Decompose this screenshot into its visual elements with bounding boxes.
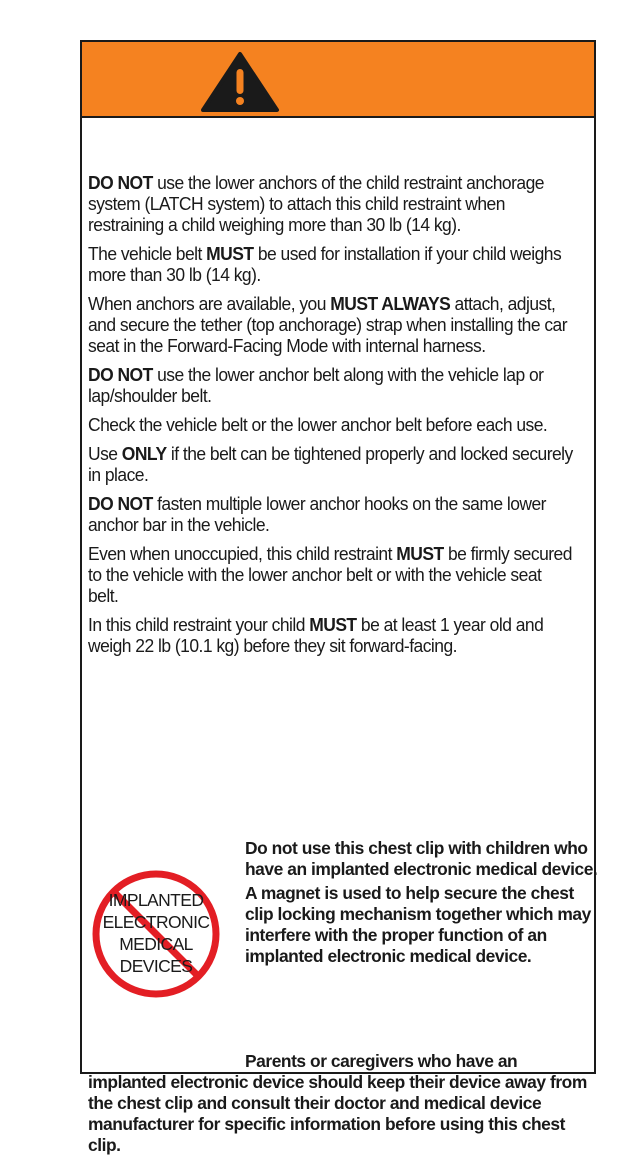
warning-triangle-icon: [200, 51, 280, 113]
warning-paragraph: DO NOT fasten multiple lower anchor hooks on the same lower anchor bar in the vehicle.: [88, 494, 546, 535]
warning-paragraph: When anchors are available, you MUST ALWAYS attach, adjust, and secure the tether (top anchorage) strap when installing the car seat in the Forward-Facing Mode with internal harness.: [88, 294, 568, 356]
warning-paragraph: In this child restraint your child MUST be at least 1 year old and weigh 22 lb (10.1 kg) before they sit forward-facing.: [88, 615, 544, 656]
warning-paragraph: DO NOT use the lower anchors of the child restraint anchorage system (LATCH system) to attach this child restraint when restraining a child weighing more than 30 lb (14 kg).: [88, 173, 544, 235]
warning-paragraph: Use ONLY if the belt can be tightened properly and locked securely in place.: [88, 444, 573, 485]
no-implanted-devices-sign: [90, 868, 222, 1000]
warning-text: [88, 173, 598, 1155]
warning-panel: [80, 40, 598, 1155]
chest-clip-paragraph: Do not use this chest clip with children who have an implanted electronic medical device.: [245, 838, 598, 879]
warning-paragraph: Even when unoccupied, this child restraint MUST be firmly secured to the vehicle with the lower anchor belt or with the vehicle seat belt.: [88, 544, 572, 606]
chest-clip-text: [245, 838, 600, 970]
warning-paragraph: Check the vehicle belt or the lower anchor belt before each use.: [88, 415, 548, 435]
chest-clip-paragraph: Parents or caregivers who have an implanted electronic device should keep their device away from the chest clip and consult their doctor and medical device manufacturer for specific information before using this chest clip.: [88, 1051, 587, 1155]
warning-banner: [82, 42, 594, 118]
warning-paragraph: DO NOT use the lower anchor belt along with the vehicle lap or lap/shoulder belt.: [88, 365, 544, 406]
warning-paragraph: The vehicle belt MUST be used for installation if your child weighs more than 30 lb (14 kg).: [88, 244, 562, 285]
chest-clip-paragraph: A magnet is used to help secure the chest clip locking mechanism together which may interfere with the proper function of an implanted electronic medical device.: [245, 883, 591, 966]
sign-label: IMPLANTED ELECTRONIC MEDICAL DEVICES: [102, 890, 210, 976]
